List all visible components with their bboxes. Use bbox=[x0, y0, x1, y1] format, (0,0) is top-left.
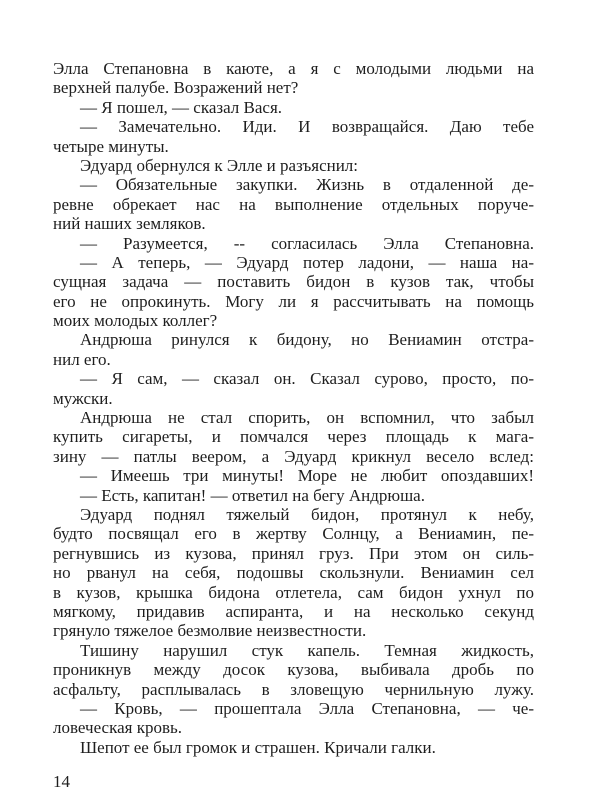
text-line: моих молодых коллег? bbox=[53, 311, 218, 331]
text-line: — Я сам, — сказал он. Сказал сурово, просто, по- bbox=[80, 369, 534, 389]
text-line: — Замечательно. Иди. И возвращайся. Даю тебе bbox=[80, 117, 534, 137]
text-line: регнувшись из кузова, принял груз. При этом он силь- bbox=[53, 543, 534, 563]
text-line: грянуло тяжелое безмолвие неизвестности. bbox=[53, 621, 367, 641]
text-line: — Кровь, — прошептала Элла Степановна, — че- bbox=[80, 698, 534, 718]
text-line: — Обязательные закупки. Жизнь в отдаленной де- bbox=[80, 175, 534, 195]
text-line: нил его. bbox=[53, 349, 111, 369]
text-line: асфальту, расплывалась в зловещую чернильную лужу. bbox=[53, 679, 534, 699]
text-line: Андрюша ринулся к бидону, но Вениамин отстра- bbox=[80, 330, 534, 350]
text-line: Эдуард поднял тяжелый бидон, протянул к небу, bbox=[80, 504, 534, 524]
text-line: Тишину нарушил стук капель. Темная жидкость, bbox=[80, 640, 534, 660]
text-line: Элла Степановна в каюте, а я с молодыми людьми на bbox=[53, 59, 534, 78]
text-line: в кузов, крышка бидона отлетела, сам бидон ухнул по bbox=[53, 582, 534, 602]
text-line: будто посвящал его в жертву Солнцу, а Вениамин, пе- bbox=[53, 524, 534, 544]
text-line: купить сигареты, и помчался через площадь к мага- bbox=[53, 427, 534, 447]
text-line: проникнув между досок кузова, выбивала дробь по bbox=[53, 660, 534, 680]
text-line: его не опрокинуть. Могу ли я рассчитывать на помощь bbox=[53, 291, 534, 311]
text-line: — Имеешь три минуты! Море не любит опоздавших! bbox=[80, 466, 534, 486]
text-line: верхней палубе. Возражений нет? bbox=[53, 78, 299, 98]
text-line: ний наших земляков. bbox=[53, 214, 206, 234]
text-line: — А теперь, — Эдуард потер ладони, — наша на- bbox=[80, 252, 534, 272]
text-line: Шепот ее был громок и страшен. Кричали галки. bbox=[80, 737, 436, 757]
text-line: зину — патлы веером, а Эдуард крикнул весело вслед: bbox=[53, 446, 534, 466]
text-line: — Есть, капитан! — ответил на бегу Андрюша. bbox=[80, 485, 425, 505]
text-line: мужски. bbox=[53, 388, 113, 408]
text-line: но рванул на себя, подошвы скользнули. Вениамин сел bbox=[53, 563, 534, 583]
text-line: ловеческая кровь. bbox=[53, 718, 183, 738]
text-line: — Я пошел, — сказал Вася. bbox=[80, 97, 283, 117]
text-line: Андрюша не стал спорить, он вспомнил, что забыл bbox=[80, 408, 534, 428]
text-line: Эдуард обернулся к Элле и разъяснил: bbox=[80, 155, 359, 175]
page-number: 14 bbox=[53, 772, 70, 791]
page-body bbox=[53, 59, 534, 757]
text-line: — Разумеется, -- согласилась Элла Степановна. bbox=[80, 233, 534, 253]
text-line: сущная задача — поставить бидон в кузов так, чтобы bbox=[53, 272, 534, 292]
text-line: ревне обрекает нас на выполнение отдельных поруче- bbox=[53, 194, 534, 214]
text-line: четыре минуты. bbox=[53, 136, 169, 156]
text-line: мягкому, придавив аспиранта, и на несколько секунд bbox=[53, 601, 534, 621]
